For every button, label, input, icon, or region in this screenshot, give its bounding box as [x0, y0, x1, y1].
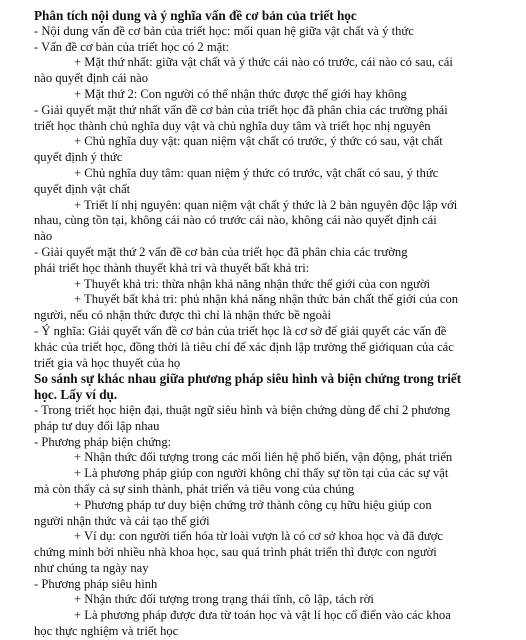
bullet-line: + Thuyết bất khả tri: phủ nhận khả năng nhận thức bản chất thế giới của con	[74, 292, 459, 307]
bullet-line: + Chủ nghĩa duy tâm: quan niệm ý thức có trước, vật chất có sau, ý thức	[74, 165, 439, 180]
text-line: quyết định vật chất	[34, 181, 131, 196]
text-line: người, nếu có nhận thức được thì chỉ là nhận thức bề ngoài	[34, 308, 331, 323]
text-line: khác của triết học, đồng thời là tiêu chí để xác định lập trường thế giớiquan của các	[34, 339, 454, 354]
text-line: - Nội dung vấn đề cơ bản của triết học: mối quan hệ giữa vật chất và ý thức	[34, 23, 414, 38]
bullet-line: + Là phương pháp được đưa từ toán học và vật lí học cổ điển vào các khoa	[74, 608, 451, 623]
text-line: triết gia và học thuyết của họ	[34, 355, 181, 370]
text-line: - Vấn đề cơ bản của triết học có 2 mặt:	[34, 39, 230, 54]
text-line: như chúng ta ngày nay	[34, 560, 149, 575]
section-heading-line: Phân tích nội dung và ý nghĩa vấn đề cơ bản của triết học	[34, 8, 357, 23]
text-line: - Giải quyết mặt thứ nhất vấn đề cơ bản của triết học đã phân chia các trường phái	[34, 102, 448, 117]
bullet-line: + Phương pháp tư duy biện chứng trở thành công cụ hữu hiệu giúp con	[74, 497, 432, 512]
text-line: triết học thành chủ nghĩa duy vật và chủ nghĩa duy tâm và triết học nhị nguyên	[34, 118, 431, 133]
text-line: - Ý nghĩa: Giải quyết vấn đề cơ bản của triết học là cơ sở để giải quyết các vấn đề	[34, 323, 447, 338]
bullet-line: + Là phương pháp giúp con người không chỉ thấy sự tồn tại của các sự vật	[74, 466, 449, 481]
text-line: mà còn thấy cả sự sinh thành, phát triển và tiêu vong của chúng	[34, 481, 355, 496]
text-line: - Trong triết học hiện đại, thuật ngữ siêu hình và biện chứng dùng để chỉ 2 phương	[34, 402, 451, 417]
text-line: nhau, cùng tồn tại, không cái nào có trước cái nào, không cái nào quyết định cái	[34, 213, 437, 228]
text-line: phái triết học thành thuyết khả tri và thuyết bất khả tri:	[34, 260, 310, 275]
text-line: pháp tư duy đối lập nhau	[34, 418, 160, 433]
section-heading-line: So sánh sự khác nhau giữa phương pháp siêu hình và biện chứng trong triết	[34, 371, 462, 387]
text-line: nào	[34, 229, 53, 244]
bullet-line: + Chủ nghĩa duy vật: quan niệm vật chất có trước, ý thức có sau, vật chất	[74, 134, 443, 149]
bullet-line: + Ví dụ: con người tiến hóa từ loài vượn là có cơ sở khoa học và đã được	[74, 529, 443, 544]
bullet-line: + Nhận thức đối tượng trong trạng thái tĩnh, cô lập, tách rời	[74, 592, 374, 607]
text-line: người nhận thức và cải tạo thế giới	[34, 513, 210, 528]
text-line: chứng minh bởi nhiều nhà khoa học, sau quá trình phát triển thì được con người	[34, 545, 437, 560]
bullet-line: + Thuyết khả tri: thừa nhận khả năng nhận thức thế giới của con người	[74, 276, 431, 291]
text-line: - Phương pháp biện chứng:	[34, 434, 172, 449]
text-line: quyết định ý thức	[34, 150, 123, 165]
section-heading-line: học. Lấy ví dụ.	[34, 387, 118, 403]
text-line: học thực nghiệm và triết học	[34, 624, 179, 639]
bullet-line: + Triết lí nhị nguyên: quan niệm vật chất ý thức là 2 bản nguyên độc lập với	[74, 197, 458, 212]
text-line: - Giải quyết mặt thứ 2 vấn đề cơ bản của triết học đã phân chia các trường	[34, 244, 408, 259]
bullet-line: + Mặt thứ 2: Con người có thể nhận thức được thế giới hay không	[74, 86, 407, 101]
text-line: nào quyết định cái nào	[34, 71, 149, 86]
bullet-line: + Mặt thứ nhất: giữa vật chất và ý thức cái nào có trước, cái nào có sau, cái	[74, 55, 453, 70]
bullet-line: + Nhận thức đối tượng trong các mối liên hệ phổ biến, vận động, phát triển	[74, 450, 453, 465]
text-line: - Phương pháp siêu hình	[34, 576, 158, 591]
